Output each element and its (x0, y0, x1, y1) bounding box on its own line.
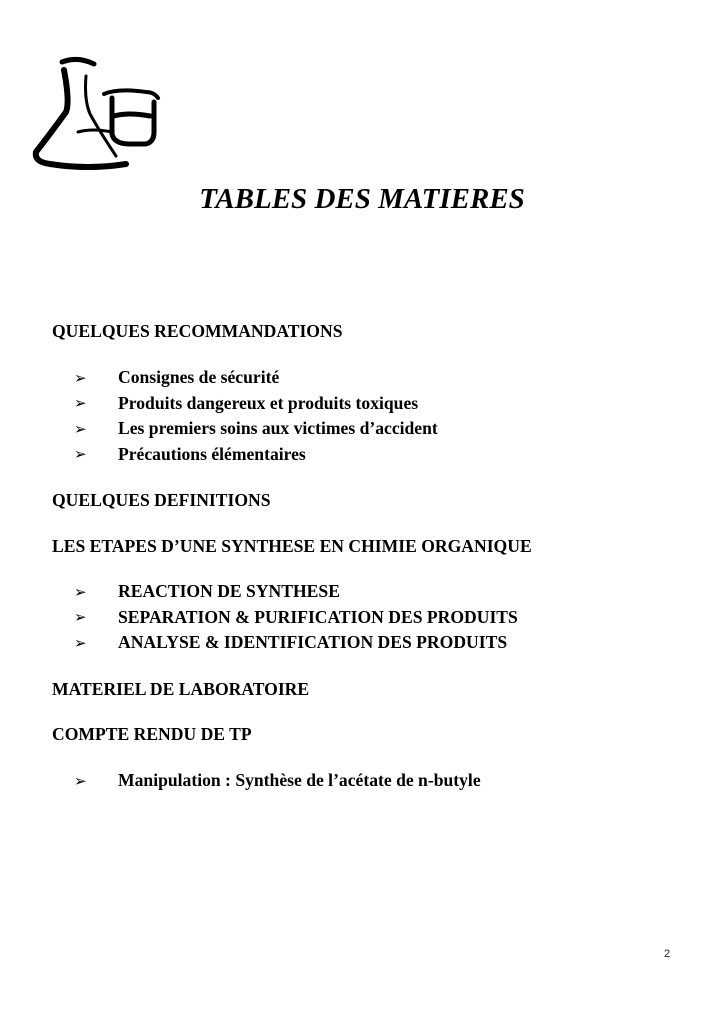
list-item: ➢ ANALYSE & IDENTIFICATION DES PRODUITS (74, 632, 508, 653)
arrowhead-bullet-icon: ➢ (74, 368, 87, 387)
list-item: ➢ REACTION DE SYNTHESE (74, 581, 340, 602)
flask-beaker-logo (28, 52, 168, 172)
page-title: TABLES DES MATIERES (199, 183, 525, 215)
arrowhead-bullet-icon: ➢ (74, 445, 87, 464)
section-heading-definitions: QUELQUES DEFINITIONS (52, 490, 271, 510)
arrowhead-bullet-icon: ➢ (74, 394, 87, 413)
list-item: ➢ Précautions élémentaires (74, 443, 306, 464)
compte-rendu-list (74, 768, 481, 794)
arrowhead-bullet-icon: ➢ (74, 582, 87, 601)
section-heading-compte-rendu: COMPTE RENDU DE TP (52, 724, 252, 744)
list-item: ➢ Consignes de sécurité (74, 367, 280, 388)
section-heading-recommandations: QUELQUES RECOMMANDATIONS (52, 321, 343, 341)
arrowhead-bullet-icon: ➢ (74, 771, 87, 790)
arrowhead-bullet-icon: ➢ (74, 633, 87, 652)
section-heading-etapes-synthese: LES ETAPES D’UNE SYNTHESE EN CHIMIE ORGANIQUE (52, 536, 532, 556)
list-item: ➢ Produits dangereux et produits toxiques (74, 392, 419, 413)
etapes-list (74, 579, 518, 656)
arrowhead-bullet-icon: ➢ (74, 608, 87, 627)
list-item: ➢ Les premiers soins aux victimes d’accident (74, 418, 438, 439)
list-item: ➢ SEPARATION & PURIFICATION DES PRODUITS (74, 606, 518, 627)
arrowhead-bullet-icon: ➢ (74, 419, 87, 438)
page-number: 2 (664, 948, 671, 960)
list-item: ➢ Manipulation : Synthèse de l’acétate de n-butyle (74, 770, 481, 791)
recommandations-list (74, 365, 438, 467)
section-heading-materiel: MATERIEL DE LABORATOIRE (52, 679, 310, 699)
